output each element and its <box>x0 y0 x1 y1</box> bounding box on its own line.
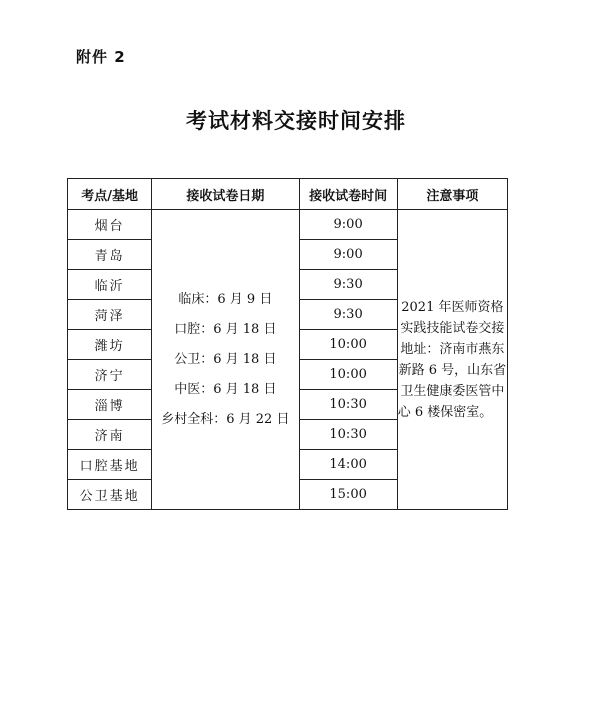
handover-schedule-table <box>67 178 508 510</box>
site-cell: 烟台 <box>68 210 152 240</box>
header-notes: 注意事项 <box>397 179 507 210</box>
time-cell: 9:00 <box>299 210 397 240</box>
time-cell: 15:00 <box>299 480 397 510</box>
site-cell: 青岛 <box>68 240 152 270</box>
time-cell: 14:00 <box>299 450 397 480</box>
time-cell: 9:30 <box>299 270 397 300</box>
receive-dates-cell <box>152 210 299 510</box>
site-cell: 公卫基地 <box>68 480 152 510</box>
date-line: 公卫：6 月 18 日 <box>174 351 277 367</box>
date-line: 中医：6 月 18 日 <box>174 381 277 397</box>
header-receive-time: 接收试卷时间 <box>299 179 397 210</box>
header-receive-date: 接收试卷日期 <box>152 179 299 210</box>
time-cell: 9:00 <box>299 240 397 270</box>
header-site: 考点/基地 <box>68 179 152 210</box>
table-header-row <box>68 179 508 210</box>
site-cell: 口腔基地 <box>68 450 152 480</box>
time-cell: 9:30 <box>299 300 397 330</box>
notes-cell: 2021 年医师资格实践技能试卷交接地址：济南市燕东新路 6 号，山东省卫生健康委医管中心 6 楼保密室。 <box>397 210 507 510</box>
date-line: 临床：6 月 9 日 <box>178 291 273 307</box>
table-row <box>68 210 508 240</box>
time-cell: 10:30 <box>299 390 397 420</box>
site-cell: 菏泽 <box>68 300 152 330</box>
time-cell: 10:00 <box>299 360 397 390</box>
time-cell: 10:30 <box>299 420 397 450</box>
site-cell: 济宁 <box>68 360 152 390</box>
site-cell: 临沂 <box>68 270 152 300</box>
attachment-label: 附件 2 <box>76 48 126 66</box>
date-line: 乡村全科：6 月 22 日 <box>161 411 290 427</box>
site-cell: 济南 <box>68 420 152 450</box>
document-title: 考试材料交接时间安排 <box>186 109 406 133</box>
site-cell: 潍坊 <box>68 330 152 360</box>
site-cell: 淄博 <box>68 390 152 420</box>
time-cell: 10:00 <box>299 330 397 360</box>
date-line: 口腔：6 月 18 日 <box>174 321 277 337</box>
